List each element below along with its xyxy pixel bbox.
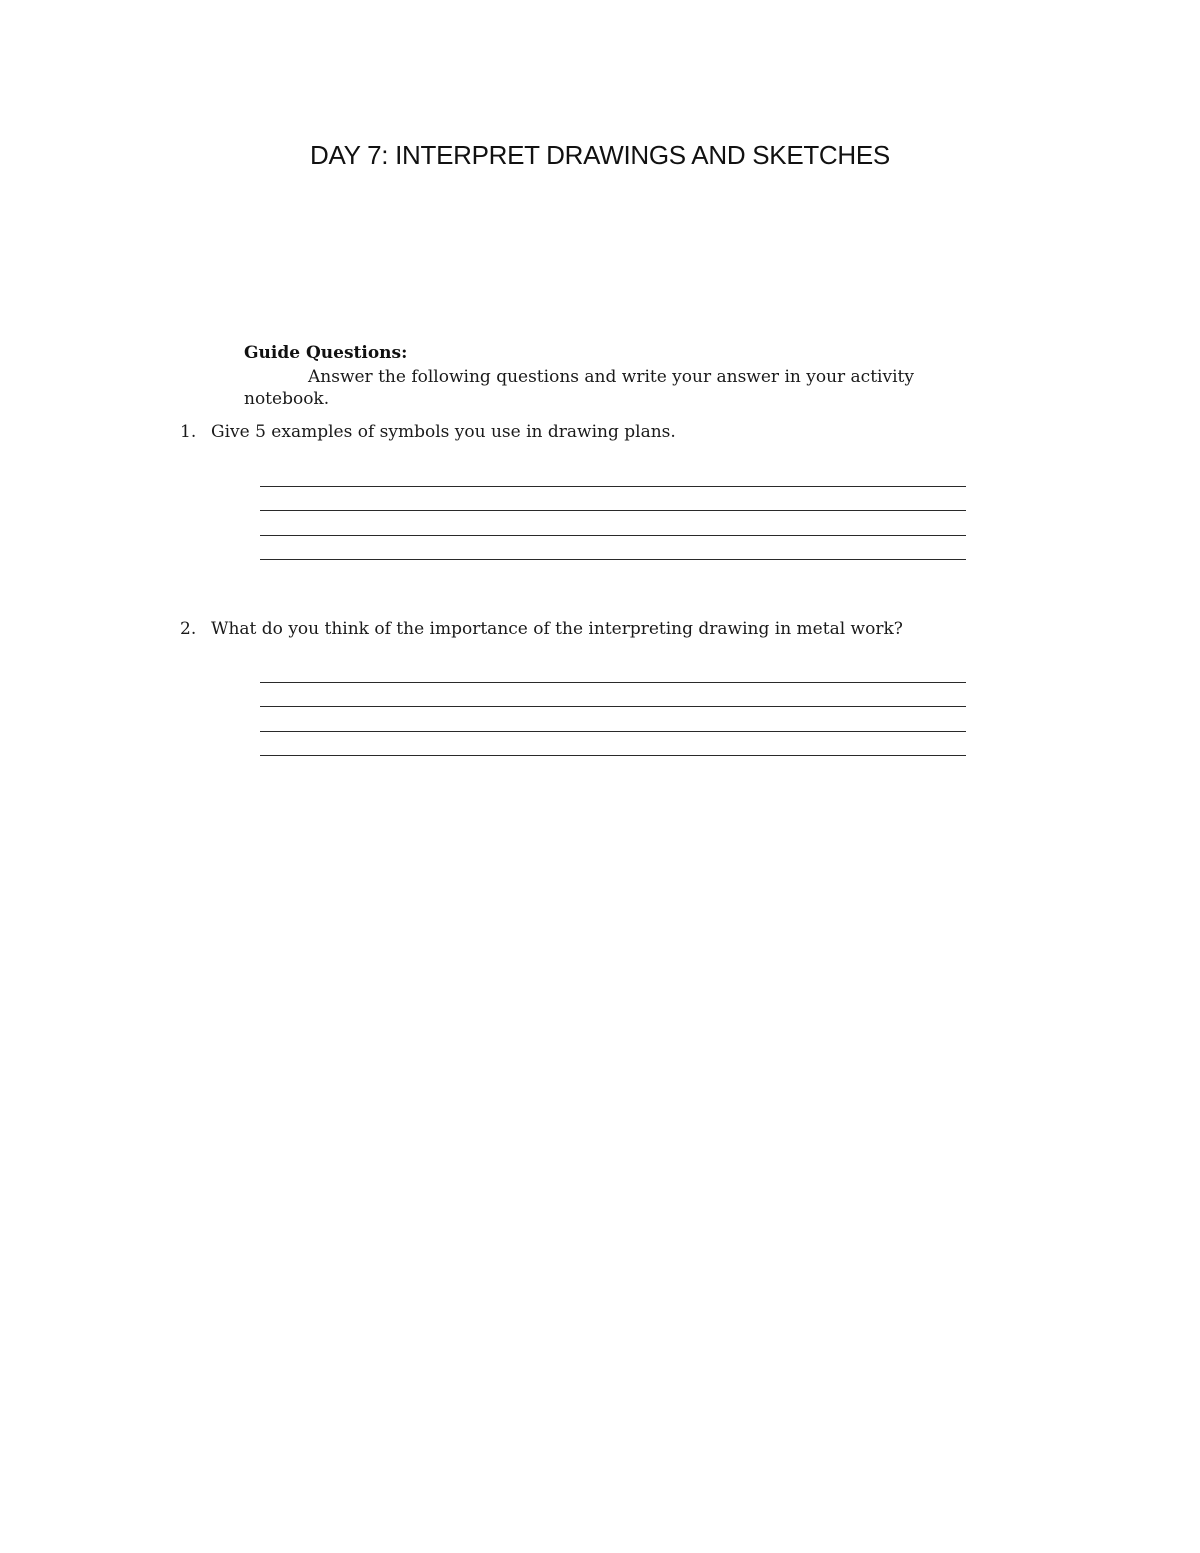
question-2 [180, 619, 903, 639]
answer-line[interactable] [260, 658, 966, 683]
answer-line[interactable] [260, 732, 966, 757]
question-number: 2. [180, 619, 197, 639]
question-text: Give 5 examples of symbols you use in drawing plans. [211, 422, 676, 442]
answer-lines-question-1 [260, 462, 966, 560]
page-title: DAY 7: INTERPRET DRAWINGS AND SKETCHES [310, 140, 890, 170]
answer-line[interactable] [260, 487, 966, 512]
answer-line[interactable] [260, 511, 966, 536]
answer-line[interactable] [260, 462, 966, 487]
answer-lines-question-2 [260, 658, 966, 756]
answer-line[interactable] [260, 683, 966, 708]
answer-line[interactable] [260, 536, 966, 561]
question-text: What do you think of the importance of the interpreting drawing in metal work? [211, 619, 903, 639]
guide-instruction: Answer the following questions and write your answer in your activity notebook. [244, 367, 914, 409]
question-1 [180, 422, 676, 442]
question-number: 1. [180, 422, 197, 442]
guide-questions-heading: Guide Questions: [244, 343, 408, 363]
answer-line[interactable] [260, 707, 966, 732]
